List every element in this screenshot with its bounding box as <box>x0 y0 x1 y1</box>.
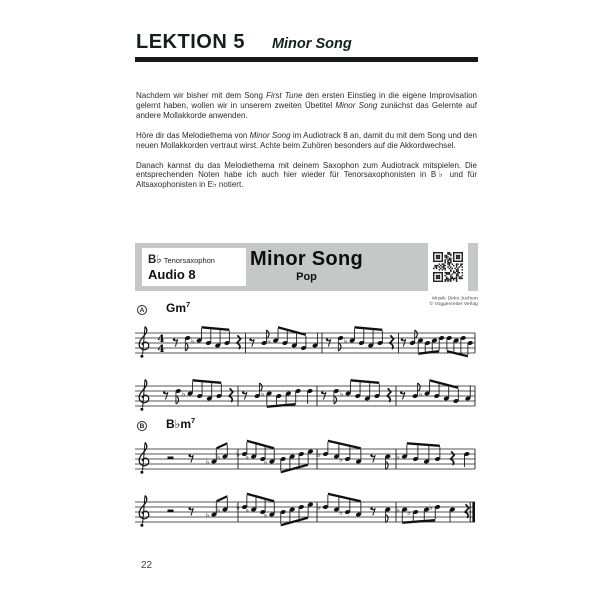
rehearsal-mark: A <box>137 305 147 315</box>
svg-text:♭: ♭ <box>418 389 423 399</box>
staff <box>135 317 478 372</box>
instrument-key: B♭ <box>148 254 162 266</box>
audio-track-label: Audio 8 <box>148 267 196 282</box>
svg-text:♭: ♭ <box>396 452 400 462</box>
svg-text:♭: ♭ <box>216 505 221 515</box>
svg-text:♭: ♭ <box>429 502 433 512</box>
rehearsal-mark: B <box>137 421 147 431</box>
svg-text:♭: ♭ <box>245 505 249 515</box>
header-rule <box>135 57 478 62</box>
paragraph: Nachdem wir bisher mit dem Song First Tune den ersten Einstieg in die eigene Improvisation gelernt haben, wollen wir in unserem zweiten Übetitel Minor Song zunächst das Gelernte auf andere Mollakkorde anwenden. <box>136 91 477 120</box>
staff <box>135 486 478 541</box>
lesson-title: LEKTION 5 <box>136 31 245 53</box>
system-label-row <box>135 302 478 317</box>
svg-text:♭: ♭ <box>267 336 271 346</box>
svg-text:♭: ♭ <box>216 452 221 462</box>
lesson-header <box>136 31 352 54</box>
svg-text:♭: ♭ <box>343 336 348 346</box>
svg-text:♭: ♭ <box>205 457 210 467</box>
svg-text:♭: ♭ <box>396 505 400 515</box>
svg-text:♭: ♭ <box>412 336 416 346</box>
svg-text:♭: ♭ <box>236 449 240 459</box>
svg-text:♭: ♭ <box>205 510 210 520</box>
score-system <box>135 418 478 488</box>
svg-text:♭: ♭ <box>317 502 321 512</box>
svg-text:4: 4 <box>157 343 165 355</box>
credit-music: Musik: Dirko Juchem <box>432 296 478 301</box>
svg-text:♭: ♭ <box>190 336 195 346</box>
svg-text:♭: ♭ <box>317 449 321 459</box>
score-system <box>135 302 478 372</box>
song-title: Minor Song <box>250 248 363 270</box>
intro-paragraphs <box>136 91 477 200</box>
credit-publisher: © Voggenreiter Verlag <box>429 301 478 307</box>
svg-text:♭: ♭ <box>245 452 249 462</box>
paragraph: Höre dir das Melodiethema von Minor Song im Audiotrack 8 an, damit du mit dem Song und den neuen Mollakkorden vertraut wirst. Achte beim Zuhören besonders auf die Akkordwechsel. <box>136 130 477 150</box>
book-page <box>135 0 478 600</box>
qr-strip <box>428 243 468 291</box>
qr-code-icon <box>433 252 463 282</box>
song-title-banner <box>135 243 478 291</box>
instrument-name: Tenorsaxophon <box>163 256 215 265</box>
svg-text:♭: ♭ <box>339 507 343 517</box>
score-system <box>135 486 478 541</box>
svg-text:♭: ♭ <box>339 454 343 464</box>
svg-text:♭: ♭ <box>407 507 411 517</box>
page-number: 22 <box>141 560 153 571</box>
chord-symbol: Gm$^7$ <box>166 300 191 315</box>
song-genre: Pop <box>296 271 317 283</box>
svg-text:♭: ♭ <box>263 510 268 520</box>
svg-text:4: 4 <box>157 332 165 345</box>
svg-text:♭: ♭ <box>263 457 268 467</box>
svg-text:♭: ♭ <box>236 502 240 512</box>
system-label-row <box>135 418 478 433</box>
staff <box>135 433 478 488</box>
paragraph: Danach kannst du das Melodiethema mit deinem Saxophon zum Audiotrack mitspielen. Die entsprechenden Noten habe ich auch hier wieder für Tenorsaxophonisten in B♭ und für Altsaxophonisten in E♭ notiert. <box>136 160 477 190</box>
chord-symbol: $B♭m^7$ <box>166 416 196 431</box>
lesson-subtitle: Minor Song <box>271 36 352 52</box>
svg-text:♭: ♭ <box>181 389 186 399</box>
svg-text:♭: ♭ <box>260 389 265 399</box>
svg-text:♭: ♭ <box>339 389 344 399</box>
